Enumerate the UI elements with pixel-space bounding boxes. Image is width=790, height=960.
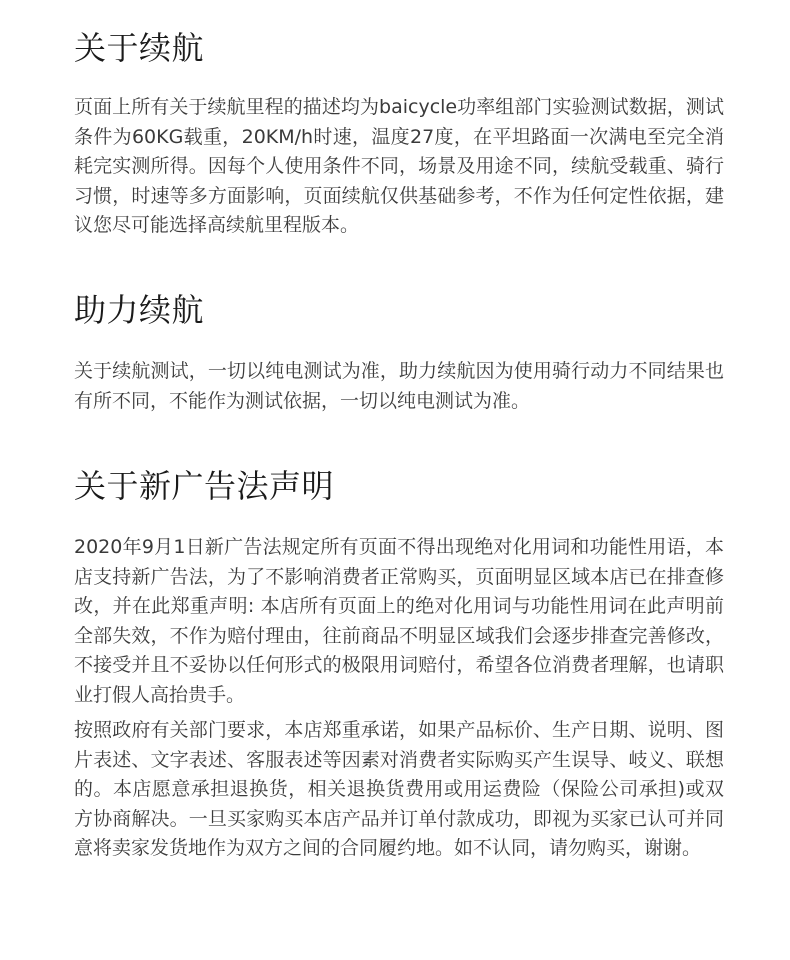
section-heading-range: 关于续航 [74,29,205,67]
section-paragraph-assist-range: 关于续航测试，一切以纯电测试为准，助力续航因为使用骑行动力不同结果也有所不同，不能作为测试依据，一切以纯电测试为准。 [74,360,724,412]
section-heading-ad-law: 关于新广告法声明 [74,467,335,505]
section-paragraph-commitment: 按照政府有关部门要求，本店郑重承诺，如果产品标价、生产日期、说明、图片表述、文字表述、客服表述等因素对消费者实际购买产生误导、岐义、联想的。本店愿意承担退换货，相关退换货费用或用运费险（保险公司承担)或双方协商解决。一旦买家购买本店产品并订单付款成功，即视为买家已认可并同意将卖家发货地作为双方之间的合同履约地。如不认同，请勿购买，谢谢。 [74,719,724,859]
section-paragraph-ad-law: 2020年9月1日新广告法规定所有页面不得出现绝对化用词和功能性用语，本店支持新广告法，为了不影响消费者正常购买，页面明显区域本店已在排查修改，并在此郑重声明: 本店所有页面上的绝对化用词与功能性用词在此声明前全部失效，不作为赔付理由，往前商品不明显区域我们会逐步排查完善修改，不接受并且不妥协以任何形式的极限用词赔付，希望各位消费者理解，也请职业打假人高抬贵手。 [74,536,724,706]
section-heading-assist-range: 助力续航 [74,291,205,329]
section-paragraph-range: 页面上所有关于续航里程的描述均为baicycle功率组部门实验测试数据，测试条件为60KG载重，20KM/h时速，温度27度，在平坦路面一次满电至完全消耗完实测所得。因每个人使用条件不同，场景及用途不同，续航受载重、骑行习惯，时速等多方面影响，页面续航仅供基础参考，不作为任何定性依据，建议您尽可能选择高续航里程版本。 [74,96,724,236]
